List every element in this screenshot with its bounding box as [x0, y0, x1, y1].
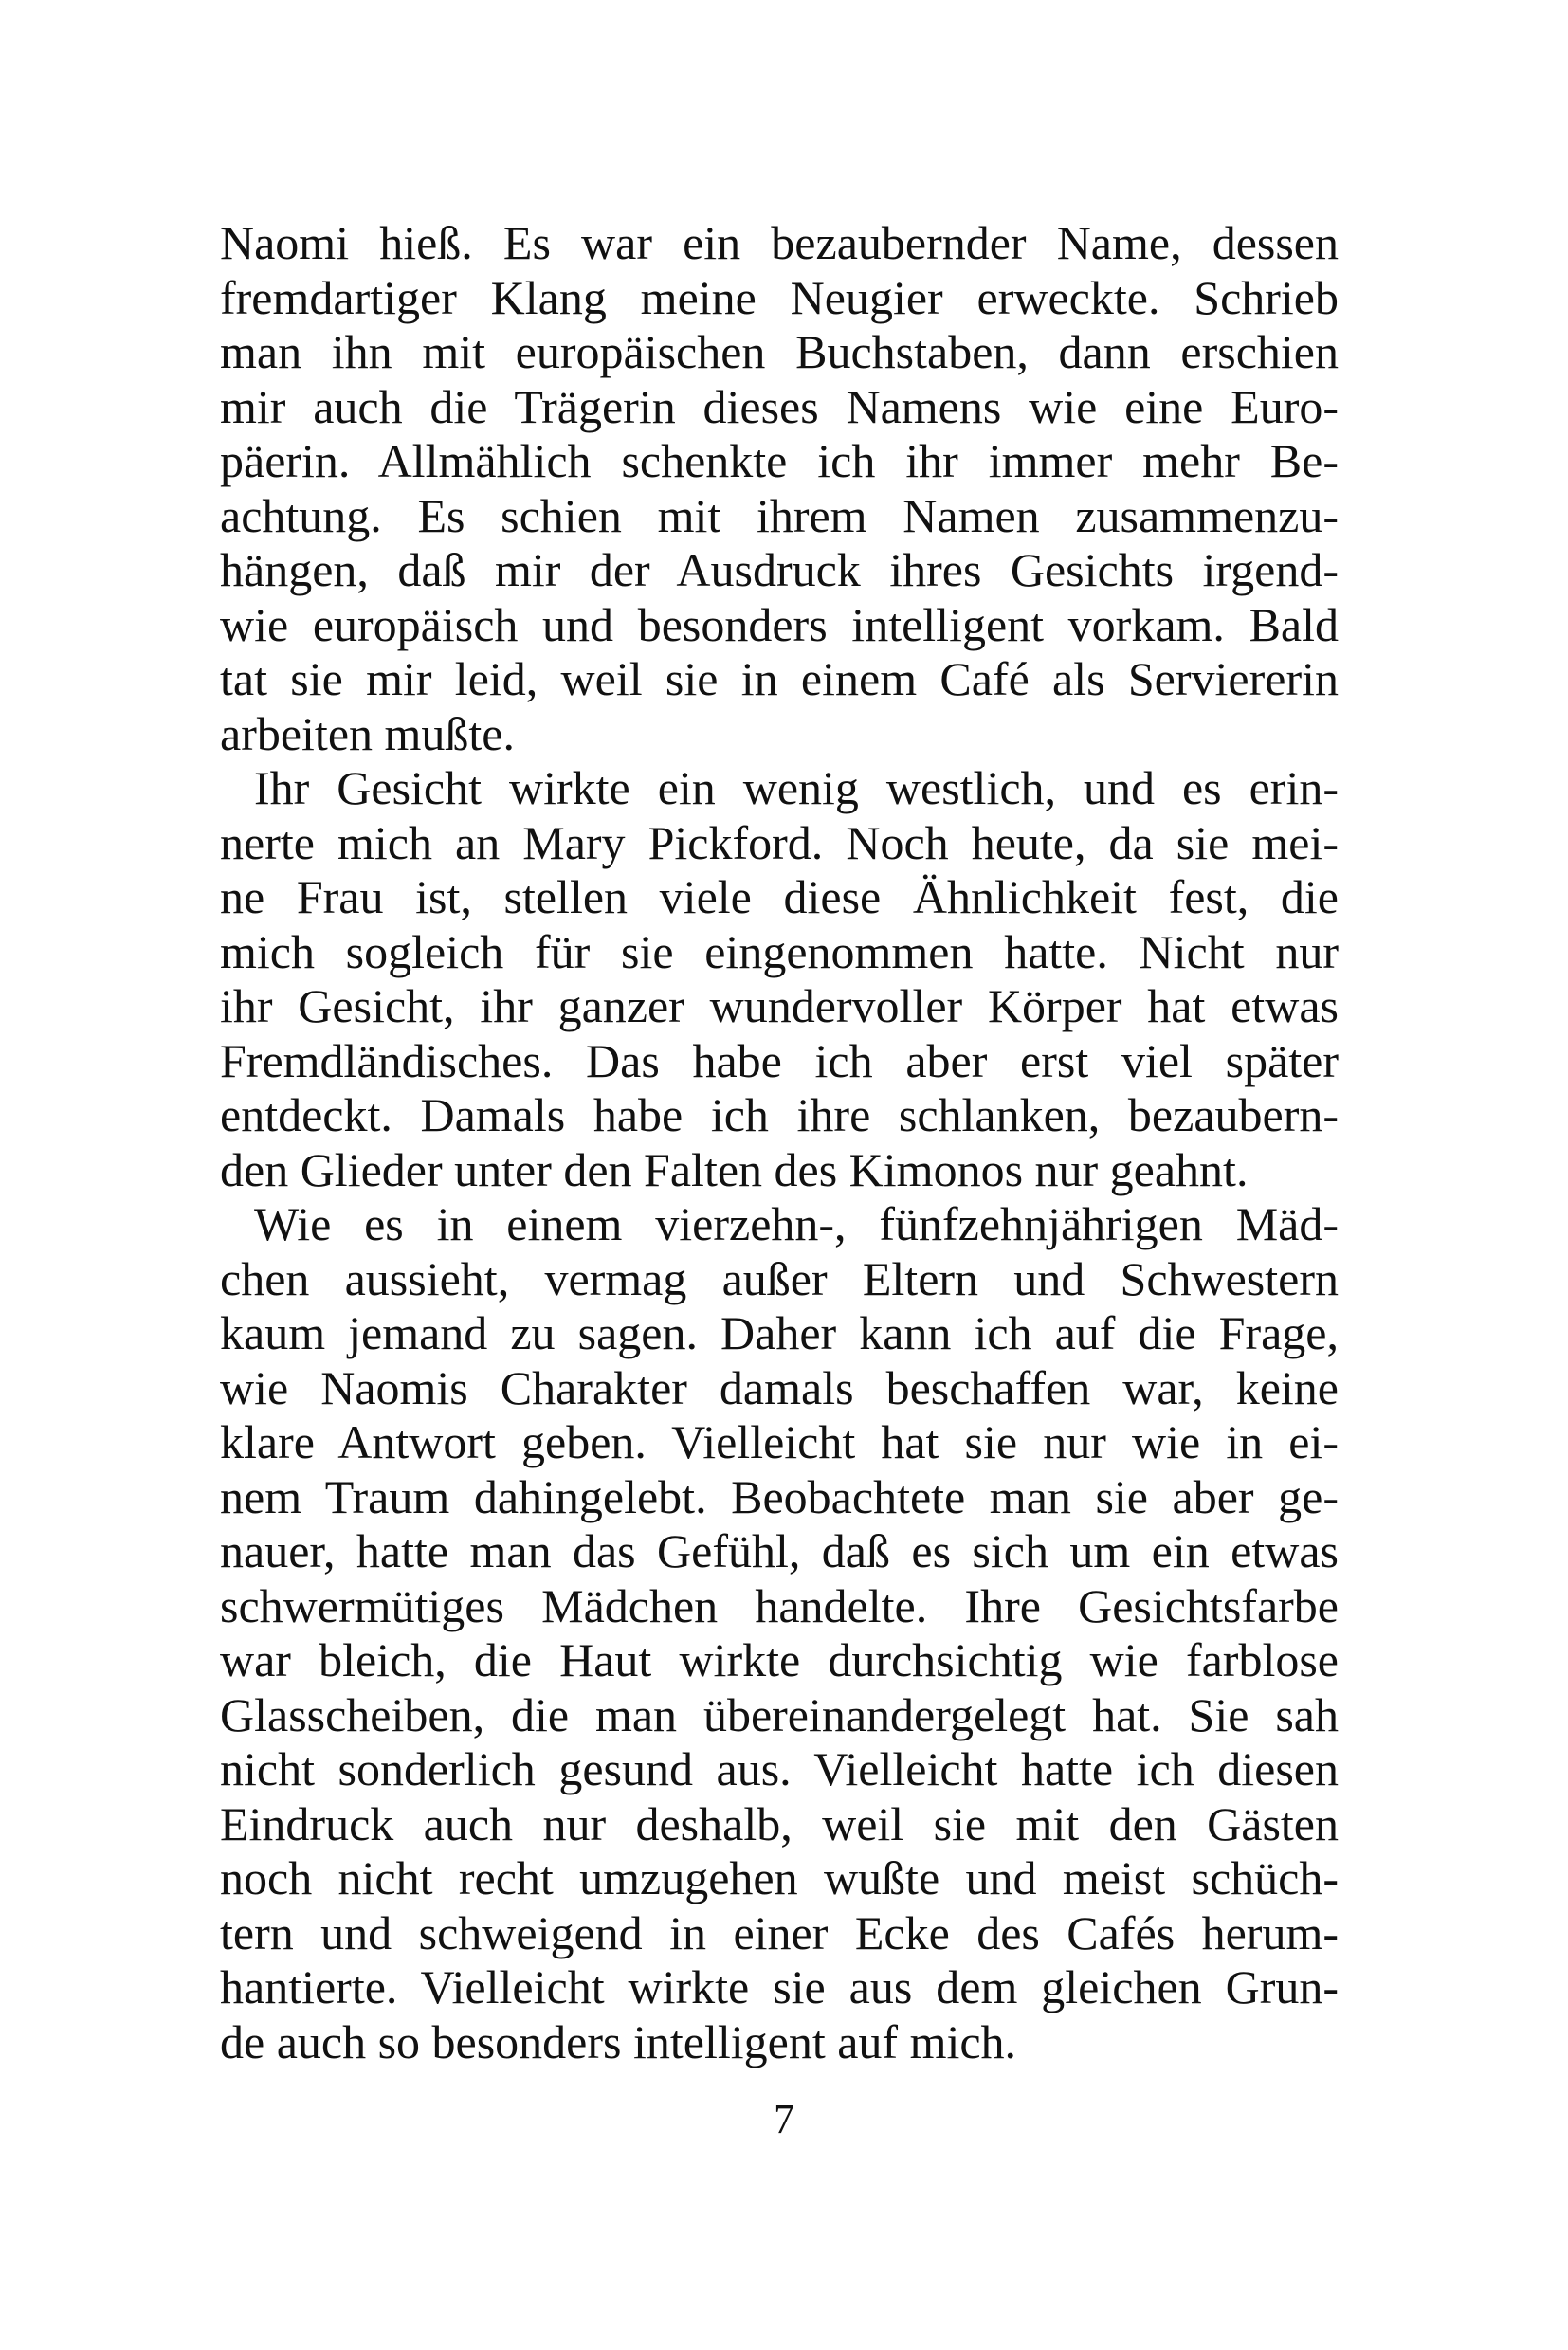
text-line: ihr Gesicht, ihr ganzer wundervoller Körper hat etwas: [220, 979, 1339, 1032]
text-line: Wie es in einem vierzehn-, fünfzehnjährigen Mäd-: [254, 1197, 1339, 1250]
text-line: Eindruck auch nur deshalb, weil sie mit den Gästen: [220, 1796, 1339, 1850]
text-line: hantierte. Vielleicht wirkte sie aus dem gleichen Grun-: [220, 1960, 1339, 2013]
text-line: wie Naomis Charakter damals beschaffen war, keine: [220, 1360, 1339, 1414]
text-line: achtung. Es schien mit ihrem Namen zusammenzu-: [220, 488, 1339, 542]
text-line: war bleich, die Haut wirkte durchsichtig wie farblose: [220, 1633, 1339, 1686]
text-line: kaum jemand zu sagen. Daher kann ich auf die Frage,: [220, 1306, 1339, 1359]
text-line: päerin. Allmählich schenkte ich ihr immer mehr Be-: [220, 434, 1339, 487]
text-line: chen aussieht, vermag außer Eltern und Schwestern: [220, 1251, 1339, 1305]
text-line: entdeckt. Damals habe ich ihre schlanken, bezaubern-: [220, 1088, 1339, 1141]
text-line: arbeiten mußte.: [220, 706, 515, 760]
text-line: klare Antwort geben. Vielleicht hat sie nur wie in ei-: [220, 1415, 1339, 1468]
text-line: Naomi hieß. Es war ein bezaubernder Name, dessen: [220, 216, 1339, 269]
text-line: de auch so besonders intelligent auf mich.: [220, 2014, 1017, 2068]
text-line: ne Frau ist, stellen viele diese Ähnlichkeit fest, die: [220, 870, 1339, 923]
text-line: Fremdländisches. Das habe ich aber erst viel später: [220, 1033, 1339, 1087]
text-line: hängen, daß mir der Ausdruck ihres Gesichts irgend-: [220, 543, 1339, 596]
text-line: nauer, hatte man das Gefühl, daß es sich um ein etwas: [220, 1524, 1339, 1577]
text-line: Ihr Gesicht wirkte ein wenig westlich, und es erin-: [254, 761, 1339, 814]
text-line: mich sogleich für sie eingenommen hatte. Nicht nur: [220, 924, 1339, 978]
text-line: Glasscheiben, die man übereinandergelegt hat. Sie sah: [220, 1687, 1339, 1741]
page-number: 7: [774, 2096, 794, 2142]
text-line: nicht sonderlich gesund aus. Vielleicht hatte ich diesen: [220, 1742, 1339, 1795]
text-line: schwermütiges Mädchen handelte. Ihre Gesichtsfarbe: [220, 1578, 1339, 1632]
text-line: fremdartiger Klang meine Neugier erweckte. Schrieb: [220, 270, 1339, 324]
text-line: nem Traum dahingelebt. Beobachtete man sie aber ge-: [220, 1469, 1339, 1523]
text-line: mir auch die Trägerin dieses Namens wie eine Euro-: [220, 379, 1339, 433]
text-line: den Glieder unter den Falten des Kimonos nur geahnt.: [220, 1142, 1249, 1196]
body-text: [220, 216, 1339, 2069]
text-line: noch nicht recht umzugehen wußte und meist schüch-: [220, 1851, 1339, 1904]
text-line: tern und schweigend in einer Ecke des Cafés herum-: [220, 1905, 1339, 1959]
text-line: nerte mich an Mary Pickford. Noch heute, da sie mei-: [220, 815, 1339, 869]
text-line: wie europäisch und besonders intelligent vorkam. Bald: [220, 597, 1339, 651]
text-line: tat sie mir leid, weil sie in einem Café als Serviererin: [220, 652, 1339, 705]
text-line: man ihn mit europäischen Buchstaben, dann erschien: [220, 325, 1339, 378]
